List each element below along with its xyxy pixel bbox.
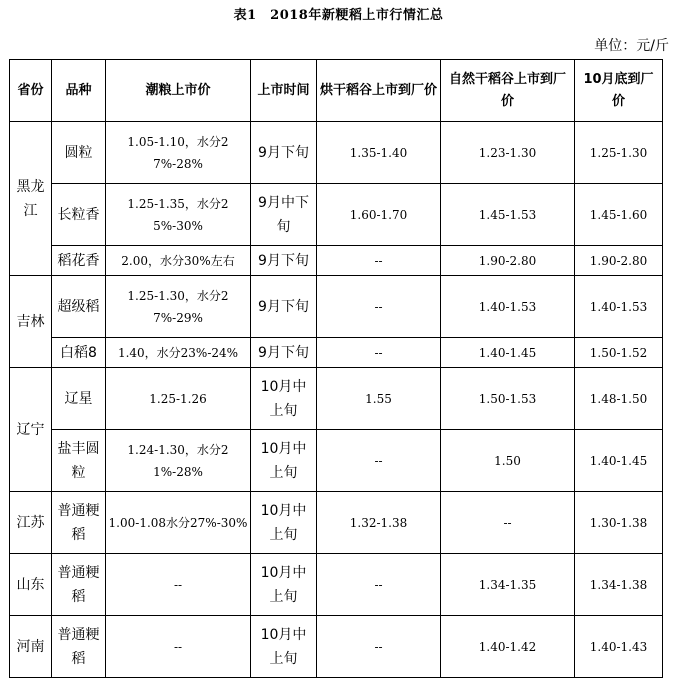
table-row — [10, 616, 663, 678]
variety-cell: 稻花香 — [52, 246, 106, 276]
launch-time-cell: 9月下旬 — [251, 276, 317, 338]
table-row — [10, 246, 663, 276]
header-variety: 品种 — [52, 60, 106, 122]
wet-price-cell: -- — [106, 554, 251, 616]
launch-time-cell: 9月下旬 — [251, 338, 317, 368]
dried-price-cell: -- — [317, 338, 441, 368]
oct-price-cell: 1.40-1.43 — [575, 616, 663, 678]
natural-price-cell: 1.23-1.30 — [441, 122, 575, 184]
variety-cell: 普通粳稻 — [52, 616, 106, 678]
oct-price-cell: 1.48-1.50 — [575, 368, 663, 430]
launch-time-cell: 9月下旬 — [251, 246, 317, 276]
oct-price-cell: 1.90-2.80 — [575, 246, 663, 276]
table-row — [10, 122, 663, 184]
table-row — [10, 430, 663, 492]
table-row — [10, 276, 663, 338]
dried-price-cell: 1.60-1.70 — [317, 184, 441, 246]
variety-cell: 圆粒 — [52, 122, 106, 184]
oct-price-cell: 1.40-1.53 — [575, 276, 663, 338]
table-row — [10, 492, 663, 554]
price-table — [9, 59, 663, 678]
oct-price-cell: 1.34-1.38 — [575, 554, 663, 616]
header-natural-price: 自然干稻谷上市到厂价 — [441, 60, 575, 122]
header-oct-price: 10月底到厂价 — [575, 60, 663, 122]
dried-price-cell: -- — [317, 554, 441, 616]
header-dried-price: 烘干稻谷上市到厂价 — [317, 60, 441, 122]
natural-price-cell: 1.45-1.53 — [441, 184, 575, 246]
dried-price-cell: 1.32-1.38 — [317, 492, 441, 554]
wet-price-cell: 1.25-1.30，水分27%-29% — [106, 276, 251, 338]
table-row — [10, 368, 663, 430]
table-title: 表1 2018年新粳稻上市行情汇总 — [233, 8, 444, 23]
province-cell: 黑龙江 — [10, 122, 52, 276]
launch-time-cell: 10月中上旬 — [251, 492, 317, 554]
oct-price-cell: 1.50-1.52 — [575, 338, 663, 368]
natural-price-cell: 1.40-1.45 — [441, 338, 575, 368]
province-cell: 河南 — [10, 616, 52, 678]
launch-time-cell: 9月中下旬 — [251, 184, 317, 246]
launch-time-cell: 10月中上旬 — [251, 554, 317, 616]
natural-price-cell: 1.90-2.80 — [441, 246, 575, 276]
dried-price-cell: -- — [317, 246, 441, 276]
variety-cell: 白稻8 — [52, 338, 106, 368]
variety-cell: 普通粳稻 — [52, 492, 106, 554]
launch-time-cell: 10月中上旬 — [251, 430, 317, 492]
natural-price-cell: 1.50 — [441, 430, 575, 492]
table-row — [10, 338, 663, 368]
oct-price-cell: 1.25-1.30 — [575, 122, 663, 184]
wet-price-cell: 1.00-1.08水分27%-30% — [106, 492, 251, 554]
dried-price-cell: 1.35-1.40 — [317, 122, 441, 184]
dried-price-cell: -- — [317, 276, 441, 338]
natural-price-cell: 1.50-1.53 — [441, 368, 575, 430]
wet-price-cell: 1.24-1.30，水分21%-28% — [106, 430, 251, 492]
variety-cell: 长粒香 — [52, 184, 106, 246]
launch-time-cell: 10月中上旬 — [251, 616, 317, 678]
oct-price-cell: 1.45-1.60 — [575, 184, 663, 246]
wet-price-cell: 1.05-1.10，水分27%-28% — [106, 122, 251, 184]
table-row — [10, 184, 663, 246]
province-cell: 吉林 — [10, 276, 52, 368]
header-province: 省份 — [10, 60, 52, 122]
header-row — [10, 60, 663, 122]
province-cell: 辽宁 — [10, 368, 52, 492]
natural-price-cell: 1.40-1.42 — [441, 616, 575, 678]
variety-cell: 超级稻 — [52, 276, 106, 338]
wet-price-cell: 1.40，水分23%-24% — [106, 338, 251, 368]
dried-price-cell: -- — [317, 430, 441, 492]
dried-price-cell: -- — [317, 616, 441, 678]
launch-time-cell: 10月中上旬 — [251, 368, 317, 430]
province-cell: 山东 — [10, 554, 52, 616]
wet-price-cell: -- — [106, 616, 251, 678]
unit-label: 单位：元/斤 — [594, 38, 669, 54]
province-cell: 江苏 — [10, 492, 52, 554]
wet-price-cell: 2.00，水分30%左右 — [106, 246, 251, 276]
natural-price-cell: 1.34-1.35 — [441, 554, 575, 616]
natural-price-cell: -- — [441, 492, 575, 554]
header-launch-time: 上市时间 — [251, 60, 317, 122]
wet-price-cell: 1.25-1.26 — [106, 368, 251, 430]
dried-price-cell: 1.55 — [317, 368, 441, 430]
variety-cell: 普通粳稻 — [52, 554, 106, 616]
variety-cell: 辽星 — [52, 368, 106, 430]
oct-price-cell: 1.30-1.38 — [575, 492, 663, 554]
variety-cell: 盐丰圆粒 — [52, 430, 106, 492]
natural-price-cell: 1.40-1.53 — [441, 276, 575, 338]
wet-price-cell: 1.25-1.35，水分25%-30% — [106, 184, 251, 246]
oct-price-cell: 1.40-1.45 — [575, 430, 663, 492]
header-wet-price: 潮粮上市价 — [106, 60, 251, 122]
launch-time-cell: 9月下旬 — [251, 122, 317, 184]
table-row — [10, 554, 663, 616]
